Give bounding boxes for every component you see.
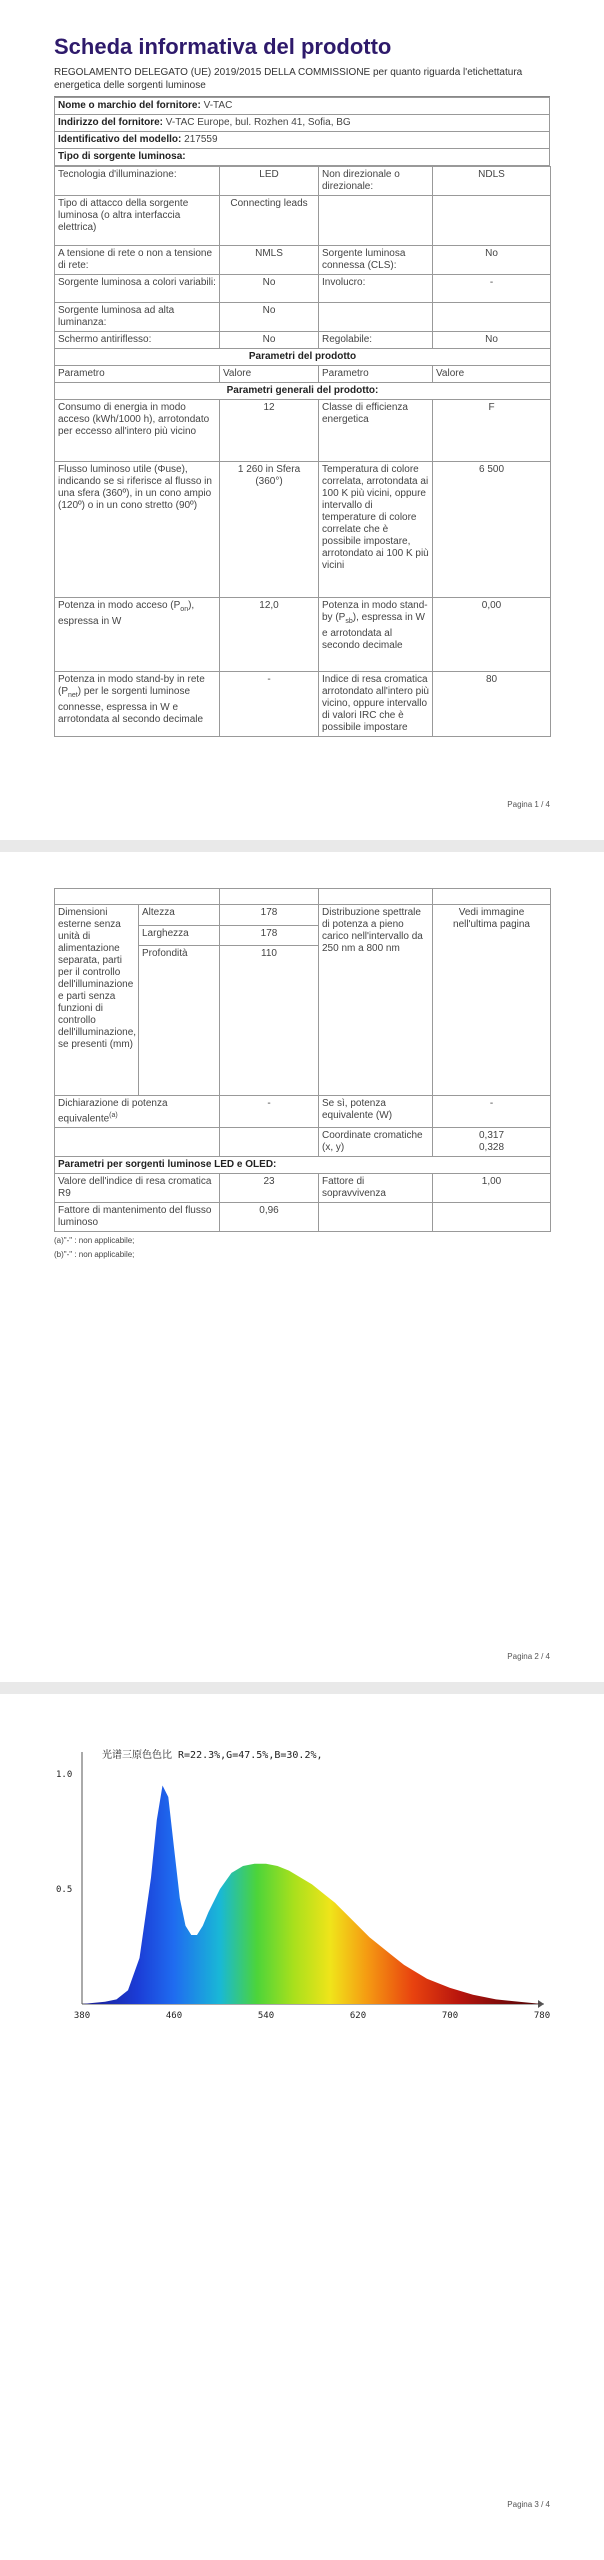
tech-value: LED bbox=[220, 167, 319, 196]
source-type-heading: Tipo di sorgente luminosa: bbox=[55, 149, 550, 166]
general-params-heading: Parametri generali del prodotto: bbox=[55, 383, 551, 400]
dim-label: Regolabile: bbox=[319, 332, 433, 349]
depth-value: 110 bbox=[220, 946, 319, 1096]
energy-value: 12 bbox=[220, 400, 319, 462]
psb-label bbox=[319, 598, 433, 672]
page-1 bbox=[0, 0, 604, 840]
psb-value: 0,00 bbox=[433, 598, 551, 672]
x-tick-label: 460 bbox=[165, 2011, 183, 2021]
r9-value: 23 bbox=[220, 1174, 319, 1203]
equivalent-sup: (a) bbox=[109, 1112, 118, 1119]
x-tick-label: 620 bbox=[349, 2011, 367, 2021]
dimensions-label: Dimensioni esterne senza unità di alimentazione separata, parti per il controllo dell'illuminazione e parti senza funzioni di controllo dell'illuminazione, se presenti (mm) bbox=[55, 905, 139, 1096]
supplier-table bbox=[54, 97, 550, 166]
cap-label: Tipo di attacco della sorgente luminosa (o altra interfaccia elettrica) bbox=[55, 196, 220, 246]
address-label: Indirizzo del fornitore: bbox=[58, 117, 163, 128]
pnet-value: - bbox=[220, 672, 319, 737]
dim-value: No bbox=[433, 332, 551, 349]
height-label: Altezza bbox=[139, 905, 220, 926]
cri-label: Indice di resa cromatica arrotondato all'intero più vicino, oppure intervallo di valori IRC che è possibile impostare bbox=[319, 672, 433, 737]
x-tick-label: 380 bbox=[73, 2011, 91, 2021]
equivalent-w-label: Se sì, potenza equivalente (W) bbox=[319, 1096, 433, 1128]
page-number: Pagina 1 / 4 bbox=[507, 800, 550, 809]
params-table-continued bbox=[54, 888, 551, 1232]
equivalent-value: - bbox=[220, 1096, 319, 1128]
pnet-text: Potenza in modo stand-by in rete (P bbox=[58, 674, 205, 697]
flux-value: 1 260 in Sfera (360°) bbox=[220, 462, 319, 598]
chromaticity-y: 0,328 bbox=[478, 1142, 505, 1154]
mains-label: A tensione di rete o non a tensione di rete: bbox=[55, 246, 220, 275]
col-header-value: Valore bbox=[433, 366, 551, 383]
psb-tail: ), espressa in W e arrotondata al secondo decimale bbox=[322, 612, 425, 651]
chromaticity-x: 0,317 bbox=[478, 1130, 505, 1142]
mains-value: NMLS bbox=[220, 246, 319, 275]
empty-cell bbox=[433, 1203, 551, 1232]
spectrum-svg bbox=[54, 1746, 550, 2024]
pon-value: 12,0 bbox=[220, 598, 319, 672]
regulation-text: REGOLAMENTO DELEGATO (UE) 2019/2015 DELLA COMMISSIONE per quanto riguarda l'etichettatura energetica delle sorgenti luminose bbox=[54, 66, 550, 97]
model-label: Identificativo del modello: bbox=[58, 134, 182, 145]
pnet-label bbox=[55, 672, 220, 737]
chromaticity-label: Coordinate cromatiche (x, y) bbox=[319, 1128, 433, 1157]
class-value: F bbox=[433, 400, 551, 462]
supplier-label: Nome o marchio del fornitore: bbox=[58, 100, 201, 111]
equivalent-w-value: - bbox=[433, 1096, 551, 1128]
flux-label: Flusso luminoso utile (Φuse), indicando se si riferisce al flusso in una sfera (360º), in un cono ampio (120º) o in un cono stretto (90º) bbox=[55, 462, 220, 598]
params-section-heading: Parametri del prodotto bbox=[55, 349, 551, 366]
width-label: Larghezza bbox=[139, 925, 220, 946]
page-number: Pagina 3 / 4 bbox=[507, 2500, 550, 2509]
colour-label: Sorgente luminosa a colori variabili: bbox=[55, 275, 220, 303]
footnote-a: (a)"-" : non applicabile; bbox=[54, 1236, 135, 1246]
glare-value: No bbox=[220, 332, 319, 349]
height-value: 178 bbox=[220, 905, 319, 926]
psb-sub: sb bbox=[345, 618, 353, 625]
pnet-sub: net bbox=[68, 692, 78, 699]
page-2 bbox=[0, 852, 604, 1682]
tech-label: Tecnologia d'illuminazione: bbox=[55, 167, 220, 196]
x-tick-label: 540 bbox=[257, 2011, 275, 2021]
empty-cell bbox=[55, 1128, 220, 1157]
spectrum-area bbox=[82, 1786, 542, 2005]
hl-label: Sorgente luminosa ad alta luminanza: bbox=[55, 303, 220, 332]
x-tick-label: 700 bbox=[441, 2011, 459, 2021]
nondir-value: NDLS bbox=[433, 167, 551, 196]
col-header-param: Parametro bbox=[319, 366, 433, 383]
empty-cell bbox=[433, 196, 551, 246]
psb-text: Potenza in modo stand-by (P bbox=[322, 600, 428, 623]
lumen-maint-value: 0,96 bbox=[220, 1203, 319, 1232]
product-sheet-continued bbox=[54, 888, 550, 1262]
nondir-label: Non direzionale o direzionale: bbox=[319, 167, 433, 196]
spectrum-chart bbox=[54, 1746, 550, 2024]
equivalent-label bbox=[55, 1096, 220, 1128]
empty-cell bbox=[433, 303, 551, 332]
empty-cell bbox=[319, 889, 433, 905]
pon-sub: on bbox=[180, 606, 189, 613]
r9-label: Valore dell'indice di resa cromatica R9 bbox=[55, 1174, 220, 1203]
survival-value: 1,00 bbox=[433, 1174, 551, 1203]
x-tick-label: 780 bbox=[533, 2011, 550, 2021]
footnote-b: (b)"-" : non applicabile; bbox=[54, 1250, 135, 1260]
empty-cell bbox=[433, 889, 551, 905]
width-value: 178 bbox=[220, 925, 319, 946]
survival-label: Fattore di sopravvivenza bbox=[319, 1174, 433, 1203]
page-number: Pagina 2 / 4 bbox=[507, 1652, 550, 1661]
envelope-label: Involucro: bbox=[319, 275, 433, 303]
col-header-param: Parametro bbox=[55, 366, 220, 383]
pon-tail: ), espressa in W bbox=[58, 600, 195, 627]
empty-cell bbox=[319, 303, 433, 332]
hl-value: No bbox=[220, 303, 319, 332]
envelope-value: - bbox=[433, 275, 551, 303]
empty-cell bbox=[319, 196, 433, 246]
page-title: Scheda informativa del prodotto bbox=[54, 34, 392, 59]
empty-cell bbox=[220, 1128, 319, 1157]
led-params-heading: Parametri per sorgenti luminose LED e OLED: bbox=[55, 1157, 551, 1174]
pon-label bbox=[55, 598, 220, 672]
empty-cell bbox=[55, 889, 220, 905]
chart-title: 光谱三原色色比 R=22.3%,G=47.5%,B=30.2%, bbox=[102, 1750, 323, 1761]
empty-cell bbox=[220, 889, 319, 905]
y-tick-label: 0.5 bbox=[56, 1885, 73, 1895]
equivalent-text: Dichiarazione di potenza equivalente bbox=[58, 1098, 168, 1125]
spd-value: Vedi immagine nell'ultima pagina bbox=[433, 905, 551, 1096]
page-3 bbox=[0, 1694, 604, 2560]
cri-value: 80 bbox=[433, 672, 551, 737]
cls-value: No bbox=[433, 246, 551, 275]
address-value: V-TAC Europe, bul. Rozhen 41, Sofia, BG bbox=[165, 117, 351, 128]
spd-label: Distribuzione spettrale di potenza a pieno carico nell'intervallo da 250 nm a 800 nm bbox=[319, 905, 433, 1096]
colour-value: No bbox=[220, 275, 319, 303]
y-tick-label: 1.0 bbox=[56, 1770, 73, 1780]
pnet-tail: ) per le sorgenti luminose connesse, espressa in W e arrotondata al secondo decimale bbox=[58, 686, 204, 725]
chromaticity-value bbox=[433, 1128, 551, 1157]
cls-label: Sorgente luminosa connessa (CLS): bbox=[319, 246, 433, 275]
source-table bbox=[54, 166, 551, 737]
supplier-value: V-TAC bbox=[203, 100, 233, 111]
col-header-value: Valore bbox=[220, 366, 319, 383]
lumen-maint-label: Fattore di mantenimento del flusso luminoso bbox=[55, 1203, 220, 1232]
spectrum-curve-group bbox=[82, 1786, 542, 2005]
energy-label: Consumo di energia in modo acceso (kWh/1000 h), arrotondato per eccesso all'intero più vicino bbox=[55, 400, 220, 462]
class-label: Classe di efficienza energetica bbox=[319, 400, 433, 462]
product-sheet bbox=[54, 30, 550, 737]
cap-value: Connecting leads bbox=[220, 196, 319, 246]
empty-cell bbox=[319, 1203, 433, 1232]
depth-label: Profondità bbox=[139, 946, 220, 1096]
cct-value: 6 500 bbox=[433, 462, 551, 598]
cct-label: Temperatura di colore correlata, arrotondata ai 100 K più vicini, oppure intervallo di temperature di colore correlate che è possibile impostare, arrotondato ai 100 K più vicini bbox=[319, 462, 433, 598]
glare-label: Schermo antiriflesso: bbox=[55, 332, 220, 349]
pon-text: Potenza in modo acceso (P bbox=[58, 600, 181, 611]
model-value: 217559 bbox=[184, 134, 218, 145]
